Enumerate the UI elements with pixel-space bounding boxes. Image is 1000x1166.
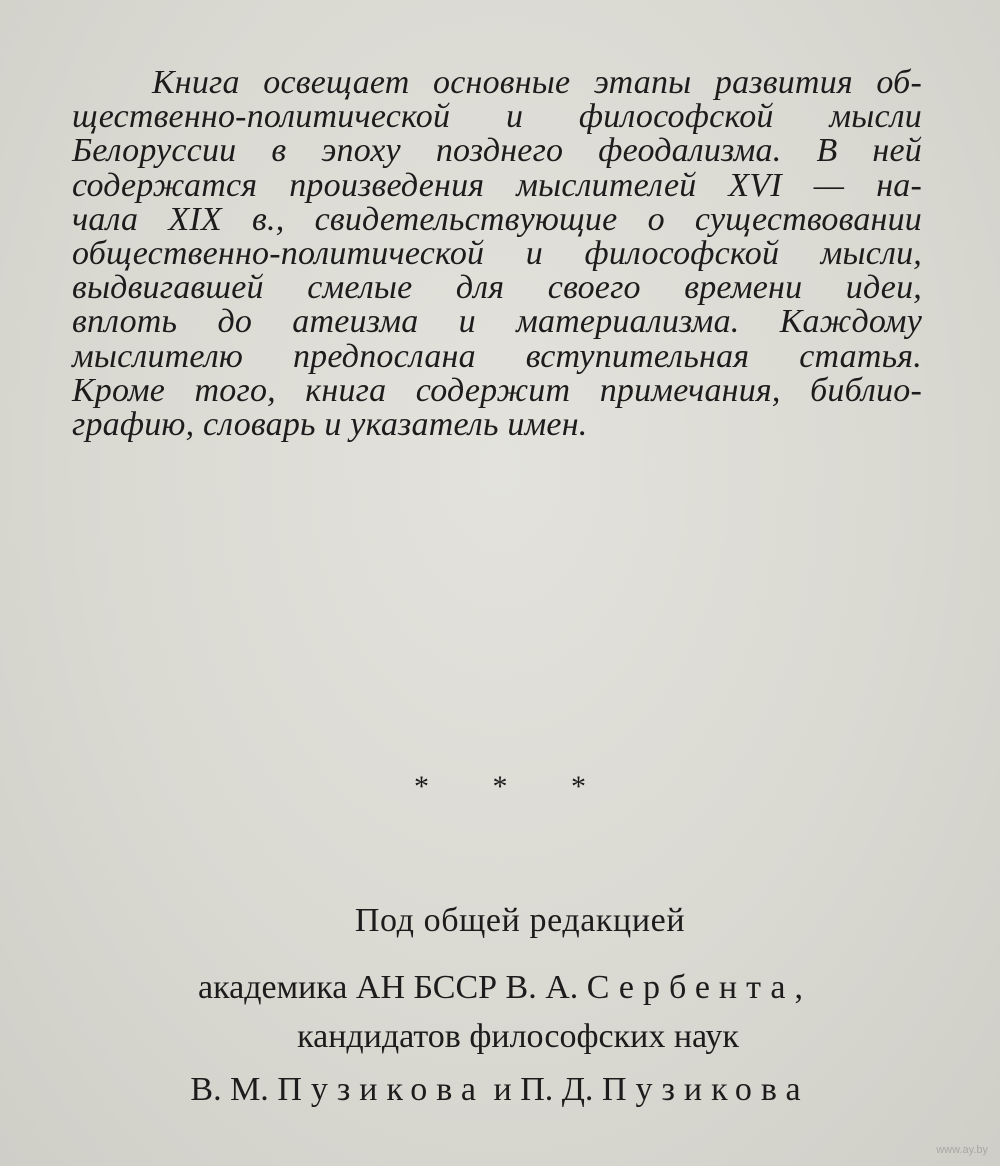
editor-academic-title: академика АН БССР В. А. xyxy=(198,969,579,1006)
section-separator: * * * xyxy=(414,770,614,803)
editorial-credits xyxy=(0,896,1000,1119)
editor-name-1: Пузикова xyxy=(277,1071,485,1108)
editor-academic xyxy=(0,963,1000,1013)
annotation-line: щественно-политической и философской мысли xyxy=(72,98,922,136)
editor-academic-name: Сербента, xyxy=(586,969,812,1006)
annotation-line: общественно-политической и философской мысли, xyxy=(72,235,922,273)
annotation-line: чала XIX в., свидетельствующие о существовании xyxy=(72,200,922,238)
editor-name-2: Пузикова xyxy=(601,1071,810,1108)
editor-initials-1: В. М. xyxy=(190,1071,269,1108)
annotation-line: графию, словарь и указатель имен. xyxy=(72,406,588,444)
editor-conjunction: и xyxy=(493,1071,512,1108)
annotation-line: содержатся произведения мыслителей XVI — на- xyxy=(72,166,922,204)
editors-heading: Под общей редакцией xyxy=(354,902,686,939)
watermark: www.ay.by xyxy=(936,1144,988,1156)
annotation-line: Книга освещает основные этапы развития об- xyxy=(152,64,922,101)
annotation-line: вплоть до атеизма и материализма. Каждому xyxy=(72,303,922,341)
editor-initials-2: П. Д. xyxy=(520,1071,594,1108)
annotation-line: Кроме того, книга содержит примечания, библио- xyxy=(72,371,922,409)
editor-candidates-names xyxy=(0,1061,1000,1119)
annotation-line: мыслителю предпослана вступительная статья. xyxy=(72,337,922,375)
editor-candidates-title: кандидатов философских наук xyxy=(297,1018,739,1055)
annotation-line: выдвигавшей смелые для своего времени идеи, xyxy=(72,269,922,307)
annotation-line: Белоруссии в эпоху позднего феодализма. В ней xyxy=(72,132,922,170)
book-annotation xyxy=(72,66,922,442)
